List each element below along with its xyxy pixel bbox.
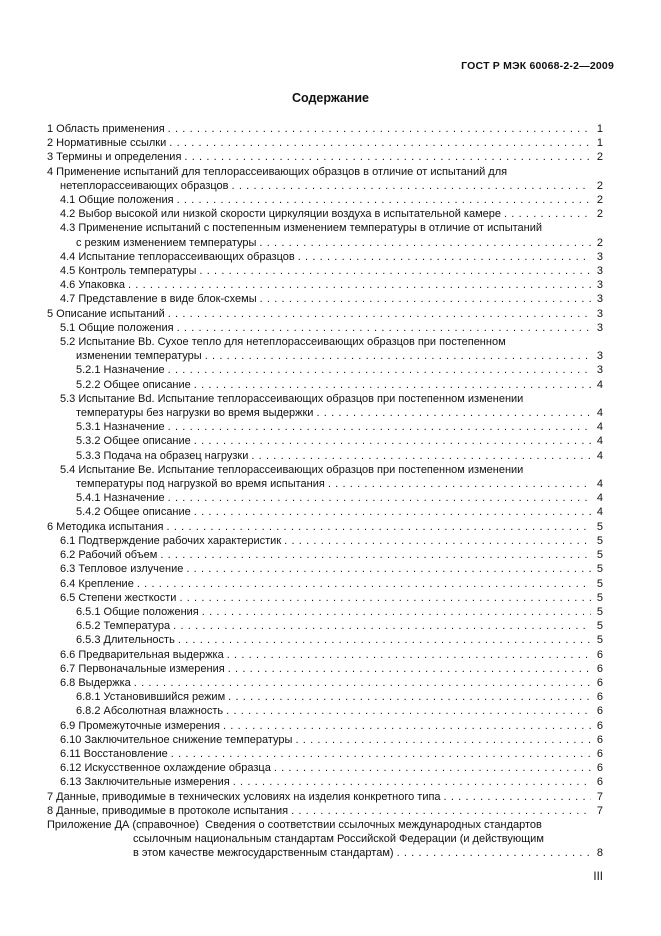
toc-line [47, 505, 603, 519]
toc-entry-text: 5.4.2 Общее описание [76, 506, 191, 519]
toc-page-number: 4 [596, 421, 603, 434]
dot-leader [225, 662, 591, 676]
toc-page-number: 1 [596, 123, 603, 135]
toc-page-number: 5 [596, 591, 603, 604]
dot-leader [248, 449, 591, 463]
dot-leader [281, 534, 591, 548]
toc-entry-text: 6.11 Восстановление [60, 747, 168, 760]
toc-line [47, 676, 603, 690]
toc-line [47, 463, 603, 477]
toc-line [47, 491, 603, 505]
toc-entry-text: Приложение ДА (справочное) Сведения о соответствии ссылочных международных стандартов [47, 818, 542, 831]
toc-entry-text: 5.4 Испытание Be. Испытание теплорассеивающих образцов при постепенном изменении [60, 463, 524, 476]
toc-line [47, 804, 603, 818]
toc-entry-text: 6.1 Подтверждение рабочих характеристик [60, 534, 282, 547]
folio-page-number: III [593, 871, 603, 883]
toc-page-number: 7 [596, 790, 603, 803]
dot-leader [230, 775, 591, 789]
toc-page-number: 6 [596, 705, 603, 718]
toc-page-number: 4 [596, 478, 603, 491]
dot-leader [196, 264, 591, 278]
toc-entry-text: 5.2.1 Назначение [76, 364, 165, 377]
toc-entry-text: 4.1 Общие положения [60, 194, 174, 207]
toc-page-number: 6 [596, 776, 603, 789]
toc-line [47, 236, 603, 250]
document-reference: ГОСТ Р МЭК 60068-2-2—2009 [461, 60, 614, 72]
dot-leader [181, 150, 591, 164]
toc-line [47, 719, 603, 733]
toc-line [47, 548, 603, 562]
dot-leader [229, 179, 591, 193]
dot-leader [183, 562, 591, 576]
toc-page-number: 6 [596, 719, 603, 732]
toc-entry-text: 5.3.1 Назначение [76, 421, 165, 434]
toc-page-number: 3 [596, 293, 603, 306]
toc-page-number: 6 [596, 762, 603, 775]
dot-leader [191, 378, 591, 392]
toc-line [47, 292, 603, 306]
dot-leader [165, 420, 591, 434]
toc-entry-text: 4.5 Контроль температуры [60, 265, 197, 278]
dot-leader [175, 633, 591, 647]
toc-entry-text: в этом качестве межгосударственным стандартам) [133, 847, 394, 860]
toc-line [47, 832, 603, 846]
toc-entry-text: 6.2 Рабочий объем [60, 549, 158, 562]
toc-entry-text: 5.3.3 Подача на образец нагрузки [76, 449, 249, 462]
toc-entry-text: 4.7 Представление в виде блок-схемы [60, 293, 257, 306]
toc-page-number: 6 [596, 733, 603, 746]
toc-line [47, 477, 603, 491]
toc-entry-text: 5.3 Испытание Bd. Испытание теплорассеивающих образцов при постепенном изменении [60, 392, 524, 405]
toc-entry-text: 6.5 Степени жесткости [60, 591, 177, 604]
dot-leader [199, 605, 591, 619]
toc-entry-text: 6.9 Промежуточные измерения [60, 719, 220, 732]
toc-line [47, 733, 603, 747]
toc-entry-text: 6.13 Заключительные измерения [60, 776, 230, 789]
toc-line [47, 307, 603, 321]
toc-entry-text: температуры без нагрузки во время выдержки [76, 407, 314, 420]
toc-line [47, 790, 603, 804]
toc-line [47, 534, 603, 548]
toc-line [47, 761, 603, 775]
dot-leader [157, 548, 591, 562]
toc-entry-text: 6.8.2 Абсолютная влажность [76, 705, 224, 718]
dot-leader [257, 292, 591, 306]
toc-page-number: 4 [596, 449, 603, 462]
toc-entry-text: 7 Данные, приводимые в технических условиях на изделия конкретного типа [47, 790, 441, 803]
toc-entry-text: 6.3 Тепловое излучение [60, 563, 184, 576]
toc-page-number: 8 [596, 847, 603, 860]
toc-line [47, 363, 603, 377]
dot-leader [134, 577, 591, 591]
toc-line [47, 122, 603, 136]
toc-page-number: 2 [596, 151, 603, 164]
toc-page-number: 5 [596, 563, 603, 576]
dot-leader [176, 591, 591, 605]
dot-leader [174, 321, 591, 335]
dot-leader [166, 136, 591, 150]
toc-page-number: 3 [596, 321, 603, 334]
dot-leader [165, 491, 591, 505]
toc-line [47, 193, 603, 207]
toc-line [47, 136, 603, 150]
toc-line [47, 150, 603, 164]
dot-leader [224, 648, 591, 662]
toc-line [47, 349, 603, 363]
toc-line [47, 605, 603, 619]
toc-page-number: 6 [596, 648, 603, 661]
toc-entry-text: изменении температуры [76, 350, 202, 363]
toc-page-number: 7 [596, 804, 603, 817]
toc-entry-text: температуры под нагрузкой во время испытания [76, 478, 325, 491]
toc-line [47, 690, 603, 704]
toc-line [47, 420, 603, 434]
toc-page-number: 2 [596, 208, 603, 221]
toc-line [47, 562, 603, 576]
toc-line [47, 818, 603, 832]
toc-entry-text: 2 Нормативные ссылки [47, 137, 167, 150]
toc-entry-text: ссылочным национальным стандартам Российской Федерации (и действующим [133, 833, 544, 846]
toc-entry-text: нетеплорассеивающих образцов [60, 179, 229, 192]
dot-leader [191, 434, 591, 448]
toc-line [47, 378, 603, 392]
toc-page-number: 4 [596, 506, 603, 519]
toc-entry-text: 3 Термины и определения [47, 151, 182, 164]
toc-entry-text: 4 Применение испытаний для теплорассеивающих образцов в отличие от испытаний для [47, 165, 508, 178]
toc-entry-text: 5.3.2 Общее описание [76, 435, 191, 448]
toc-page-number: 5 [596, 534, 603, 547]
toc-entry-text: 5 Описание испытаний [47, 307, 165, 320]
toc-entry-text: с резким изменением температуры [76, 236, 257, 249]
toc-line [47, 321, 603, 335]
toc-line [47, 449, 603, 463]
dot-leader [223, 704, 591, 718]
toc-line [47, 619, 603, 633]
page-title: Содержание [291, 91, 369, 105]
toc-entry-text: 6.10 Заключительное снижение температуры [60, 733, 293, 746]
toc-page-number: 5 [596, 577, 603, 590]
toc-page-number: 5 [596, 620, 603, 633]
dot-leader [295, 250, 591, 264]
toc-page-number: 2 [596, 194, 603, 207]
toc-page-number: 6 [596, 676, 603, 689]
toc-entry-text: 1 Область применения [47, 123, 165, 135]
dot-leader [271, 761, 591, 775]
toc-line [47, 264, 603, 278]
dot-leader [125, 278, 591, 292]
toc-page-number: 3 [596, 279, 603, 292]
toc-page-number: 4 [596, 435, 603, 448]
toc-page-number: 3 [596, 265, 603, 278]
toc-page-number: 1 [596, 137, 603, 150]
toc-line [47, 775, 603, 789]
dot-leader [131, 676, 591, 690]
toc-line [47, 392, 603, 406]
toc-entry-text: 4.2 Выбор высокой или низкой скорости циркуляции воздуха в испытательной камере [60, 208, 501, 221]
toc-line [47, 662, 603, 676]
toc-page-number: 4 [596, 407, 603, 420]
toc-line [47, 591, 603, 605]
toc-line [47, 747, 603, 761]
toc-entry-text: 6.5.3 Длительность [76, 634, 175, 647]
dot-leader [394, 846, 591, 860]
toc-page-number: 2 [596, 179, 603, 192]
toc-entry-text: 4.3 Применение испытаний с постепенным изменением температуры в отличие от испытаний [60, 222, 543, 235]
toc-line [47, 704, 603, 718]
toc-page-number: 3 [596, 250, 603, 263]
toc-entry-text: 6.4 Крепление [60, 577, 134, 590]
toc-entry-text: 5.4.1 Назначение [76, 492, 165, 505]
toc-line [47, 648, 603, 662]
toc-page-number: 6 [596, 747, 603, 760]
toc-page-number: 5 [596, 549, 603, 562]
toc-entry-text: 4.4 Испытание теплорассеивающих образцов [60, 250, 295, 263]
dot-leader [165, 363, 591, 377]
toc-entry-text: 6.5.1 Общие положения [76, 605, 199, 618]
toc-line [47, 577, 603, 591]
toc-page-number: 3 [596, 307, 603, 320]
dot-leader [225, 690, 591, 704]
toc-line [47, 250, 603, 264]
toc-entry-text: 6.12 Искусственное охлаждение образца [60, 762, 271, 775]
toc-line [47, 278, 603, 292]
toc-line [47, 633, 603, 647]
toc-page-number: 2 [596, 236, 603, 249]
dot-leader [256, 236, 591, 250]
toc-page-number: 5 [596, 605, 603, 618]
toc-entry-text: 8 Данные, приводимые в протоколе испытания [47, 804, 289, 817]
toc-page-number: 3 [596, 364, 603, 377]
toc-entry-text: 6.5.2 Температура [76, 620, 171, 633]
toc-entry-text: 6.7 Первоначальные измерения [60, 662, 225, 675]
toc-line [47, 520, 603, 534]
toc-line [47, 179, 603, 193]
dot-leader [501, 207, 591, 221]
dot-leader [170, 619, 591, 633]
toc-page-number: 6 [596, 662, 603, 675]
table-of-contents [47, 122, 603, 861]
toc-entry-text: 6.8 Выдержка [60, 676, 131, 689]
dot-leader [220, 719, 591, 733]
toc-page-number: 3 [596, 350, 603, 363]
toc-page-number: 4 [596, 492, 603, 505]
dot-leader [441, 790, 591, 804]
toc-page-number: 5 [596, 634, 603, 647]
dot-leader [165, 122, 591, 136]
toc-line [47, 434, 603, 448]
toc-page-number: 4 [596, 378, 603, 391]
dot-leader [174, 193, 591, 207]
toc-entry-text: 6.8.1 Установившийся режим [76, 691, 226, 704]
dot-leader [313, 406, 591, 420]
toc-line [47, 846, 603, 860]
dot-leader [168, 747, 591, 761]
toc-entry-text: 5.2 Испытание Bb. Сухое тепло для нетеплорассеивающих образцов при постепенном [60, 336, 506, 349]
dot-leader [202, 349, 591, 363]
toc-entry-text: 5.1 Общие положения [60, 321, 174, 334]
toc-entry-text: 6.6 Предварительная выдержка [60, 648, 224, 661]
dot-leader [325, 477, 591, 491]
toc-line [47, 221, 603, 235]
toc-line [47, 165, 603, 179]
dot-leader [292, 733, 591, 747]
dot-leader [164, 520, 591, 534]
toc-line [47, 207, 603, 221]
toc-page-number: 6 [596, 691, 603, 704]
toc-entry-text: 5.2.2 Общее описание [76, 378, 191, 391]
dot-leader [288, 804, 591, 818]
toc-entry-text: 4.6 Упаковка [60, 279, 125, 292]
toc-entry-text: 6 Методика испытания [47, 520, 164, 533]
toc-page-number: 5 [596, 520, 603, 533]
dot-leader [165, 307, 591, 321]
toc-line [47, 335, 603, 349]
dot-leader [191, 505, 591, 519]
toc-line [47, 406, 603, 420]
